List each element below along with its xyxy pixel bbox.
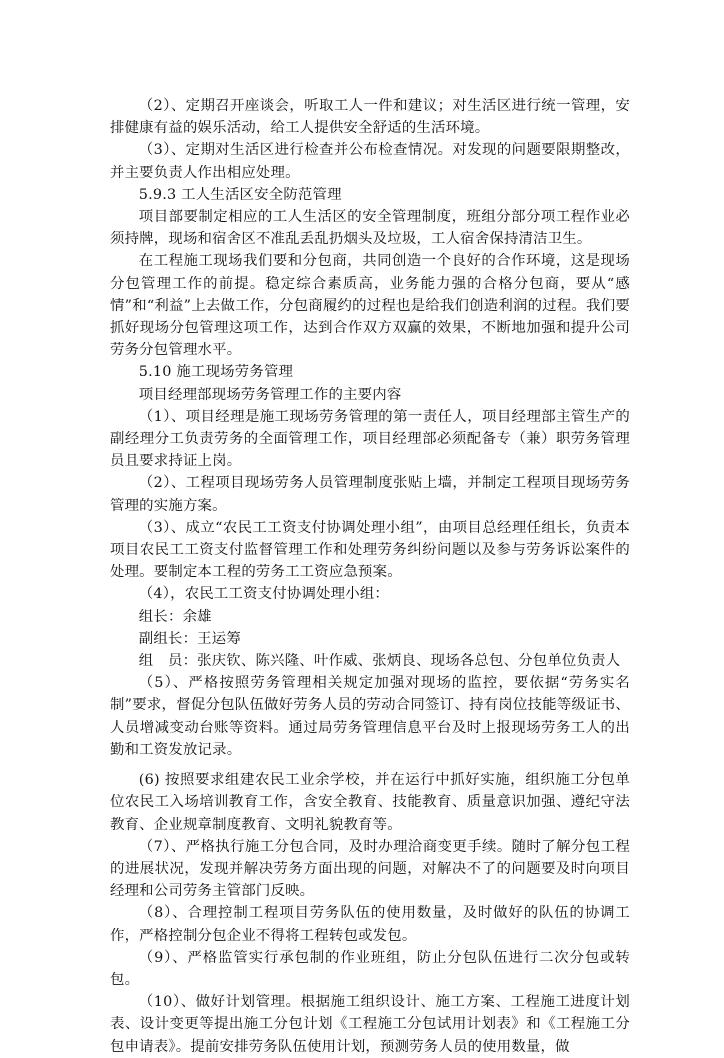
paragraph-spacer	[110, 761, 630, 769]
paragraph-subcontract-cooperation: 在工程施工现场我们要和分包商，共同创造一个良好的合作环境，这是现场分包管理工作的前提。稳定综合素质高，业务能力强的合格分包商，要从“感情”和“利益”上去做工作，分包商履约的过程也是给我们创造利润的过程。我们要抓好现场分包管理这项工作，达到合作双方双赢的效果，不断地加强和提升公司劳务分包管理水平。	[110, 253, 630, 359]
paragraph-2: （2）、定期召开座谈会，听取工人一件和建议；对生活区进行统一管理，安排健康有益的娱乐活动，给工人提供安全舒适的生活环境。	[110, 98, 630, 137]
paragraph-item-6: (6) 按照要求组建农民工业余学校，并在运行中抓好实施，组织施工分包单位农民工入场培训教育工作，含安全教育、技能教育、质量意识加强、遵纪守法教育、企业规章制度教育、文明礼貌教育等。	[110, 772, 630, 833]
section-heading-5-9-3: 5.9.3 工人生活区安全防范管理	[138, 186, 342, 203]
deputy-leader-line: 副组长：王运筹	[138, 630, 241, 647]
paragraph-item-7: （7）、严格执行施工分包合同，及时办理洽商变更手续。随时了解分包工程的进展状况，发现并解决劳务方面出现的问题，对解决不了的问题要及时向项目经理和公司劳务主管部门反映。	[110, 838, 630, 900]
paragraph-item-3: （3）、成立“农民工工资支付协调处理小组”，由项目总经理任组长，负责本项目农民工工资支付监督管理工作和处理劳务纠纷问题以及参与劳务诉讼案件的处理。要制定本工程的劳务工工资应急预案。	[110, 519, 630, 581]
paragraph-item-2: （2）、工程项目现场劳务人员管理制度张贴上墙，并制定工程项目现场劳务管理的实施方案。	[110, 475, 630, 514]
paragraph-item-1: （1）、项目经理是施工现场劳务管理的第一责任人，项目经理部主管生产的副经理分工负责劳务的全面管理工作，项目经理部必须配备专（兼）职劳务管理员且要求持证上岗。	[110, 408, 630, 470]
paragraph-item-5: （5）、严格按照劳务管理相关规定加强对现场的监控，要依据“劳务实名制”要求，督促分包队伍做好劳务人员的劳动合同签订、持有岗位技能等级证书、人员增减变动台账等资料。通过局劳务管理信息平台及时上报现场劳务工人的出勤和工资发放记录。	[110, 675, 630, 758]
section-heading-5-10: 5.10 施工现场劳务管理	[138, 364, 294, 381]
team-members-line: 组 员：张庆钦、陈兴隆、叶作威、张炳良、现场各总包、分包单位负责人	[138, 653, 621, 670]
subheading-main-content: 项目经理部现场劳务管理工作的主要内容	[138, 386, 402, 403]
paragraph-item-8: （8）、合理控制工程项目劳务队伍的使用数量，及时做好的队伍的协调工作，严格控制分包企业不得将工程转包或发包。	[110, 905, 630, 944]
document-body	[110, 95, 630, 1058]
paragraph-item-10: （10）、做好计划管理。根据施工组织设计、施工方案、工程施工进度计划表、设计变更等提出施工分包计划《工程施工分包试用计划表》和《工程施工分包申请表》。提前安排劳务队伍使用计划，预测劳务人员的使用数量，做	[110, 994, 630, 1055]
paragraph-item-4: （4），农民工工资支付协调处理小组：	[138, 586, 389, 603]
team-leader-line: 组长：余雄	[138, 608, 212, 625]
paragraph-safety-system: 项目部要制定相应的工人生活区的安全管理制度，班组分部分项工程作业必须持牌，现场和宿舍区不准乱丢乱扔烟头及垃圾，工人宿舍保持清洁卫生。	[110, 209, 630, 248]
paragraph-3: （3）、定期对生活区进行检查并公布检查情况。对发现的问题要限期整改，并主要负责人作出相应处理。	[110, 142, 630, 181]
paragraph-item-9: （9）、严格监管实行承包制的作业班组，防止分包队伍进行二次分包或转包。	[110, 949, 630, 988]
